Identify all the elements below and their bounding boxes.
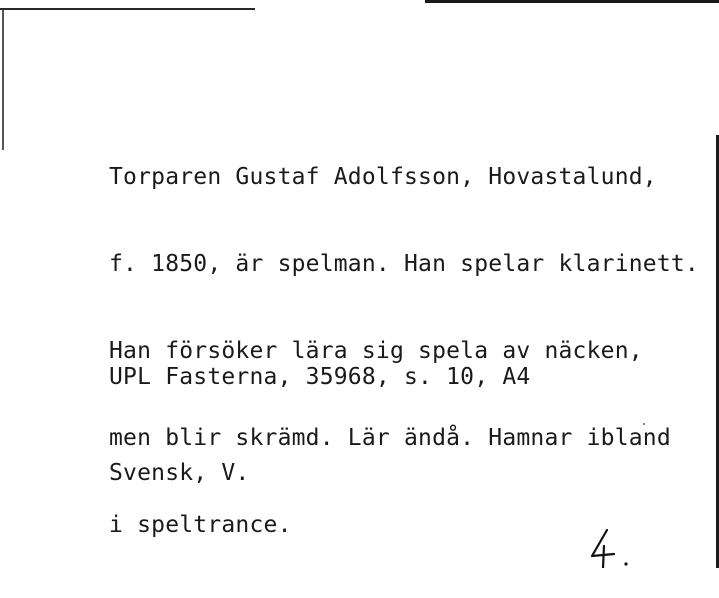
body-line: f. 1850, är spelman. Han spelar klarinett. [109,251,699,277]
body-line: Torparen Gustaf Adolfsson, Hovastalund, [109,164,657,190]
card-reference [109,297,530,553]
reference-language-line: Svensk, V. [109,460,250,486]
reference-source-line: UPL Fasterna, 35968, s. 10, A4 [109,364,531,390]
handwritten-page-number [590,526,640,568]
body-line: men blir skrämd. Lär ändå. Hamnar ibland [109,425,671,451]
body-line: Han försöker lära sig spela av näcken, [109,338,643,364]
body-line: i speltrance. [109,512,292,538]
card-edge-left [2,10,4,150]
card-edge-top-right [425,0,719,3]
scan-speck [643,423,645,425]
card-edge-top-left [0,8,255,10]
